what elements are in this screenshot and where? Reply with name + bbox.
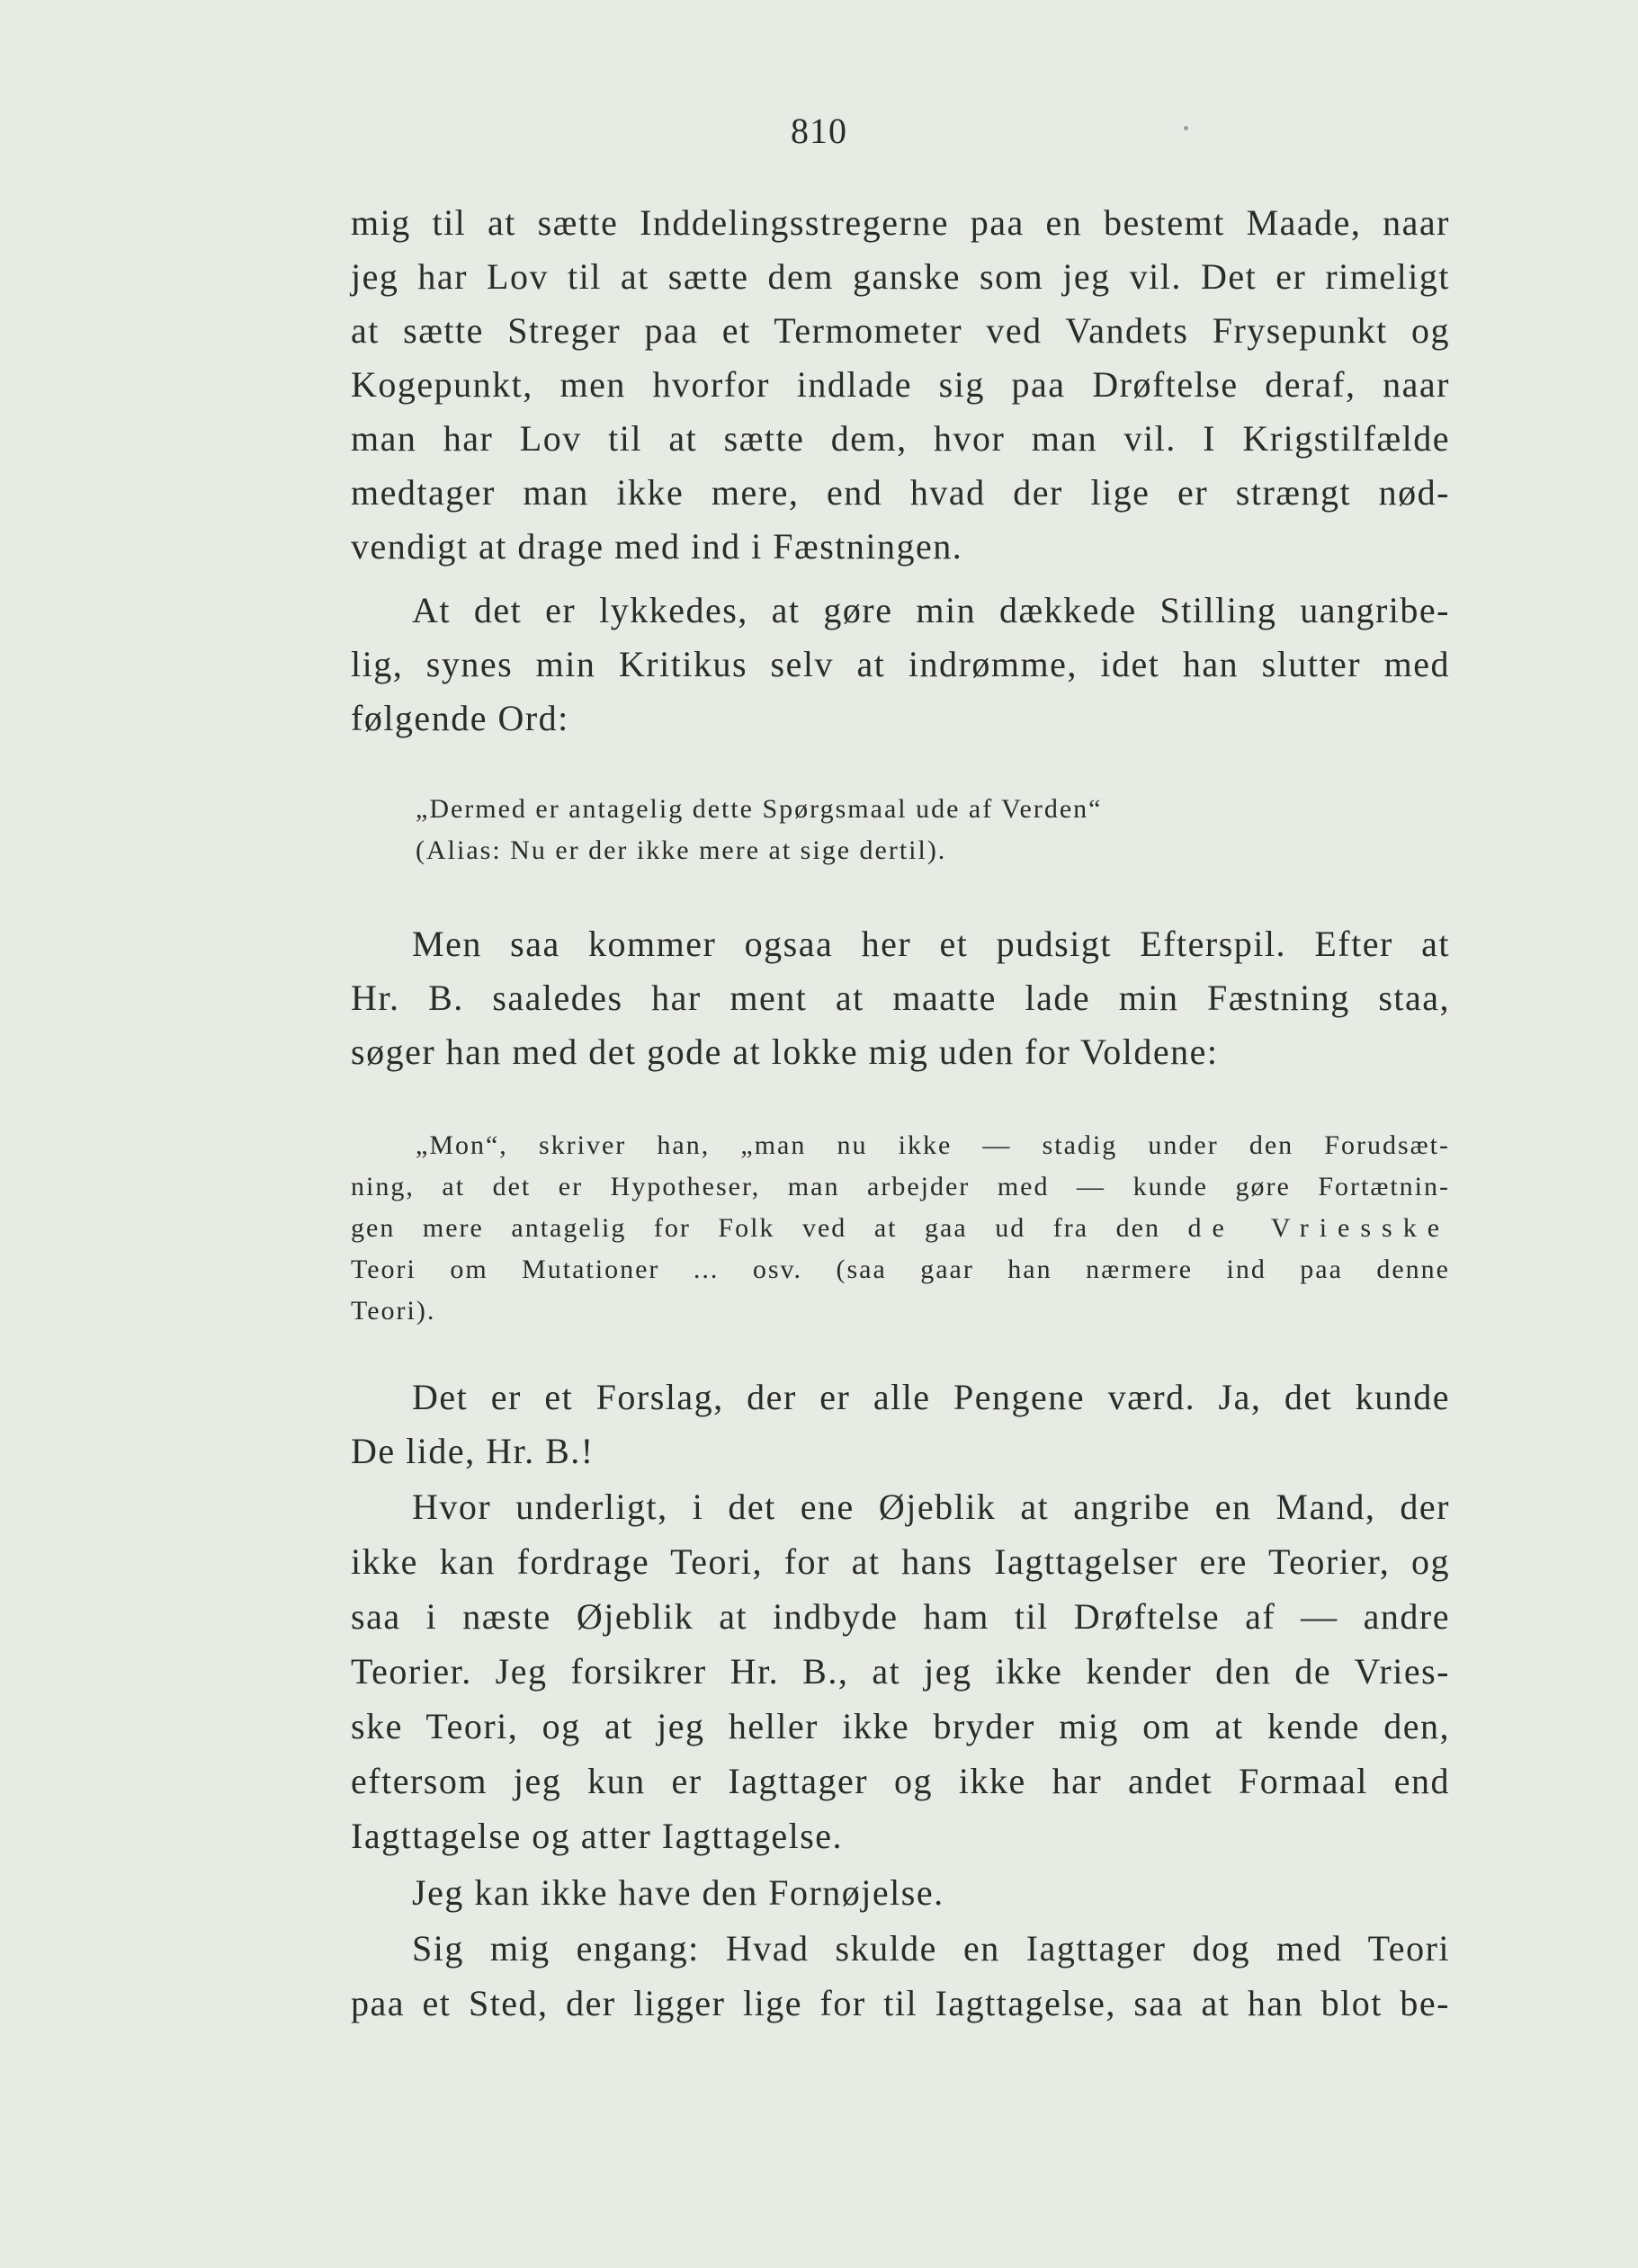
- spaced-name: de Vriesske: [1187, 1213, 1451, 1243]
- text-line: vendigt at drage med ind i Fæstningen.: [351, 526, 963, 567]
- quote-line: [351, 1210, 1450, 1246]
- quote-line: ning, at det er Hypotheser, man arbejder med — kunde gøre Fortætnin-: [351, 1172, 1450, 1201]
- text-line: saa i næste Øjeblik at indbyde ham til Drøftelse af — andre: [351, 1596, 1450, 1637]
- text-line: eftersom jeg kun er Iagttager og ikke har andet Formaal end: [351, 1761, 1450, 1801]
- text-line: At det er lykkedes, at gøre min dækkede Stilling uangribe-: [412, 590, 1450, 630]
- quote-line: Teori).: [351, 1296, 436, 1326]
- text-line: Iagttagelse og atter Iagttagelse.: [351, 1816, 844, 1856]
- text-line: medtager man ikke mere, end hvad der lige er strængt nød-: [351, 472, 1450, 513]
- text-line: følgende Ord:: [351, 698, 569, 738]
- text-line: ikke kan fordrage Teori, for at hans Iagttagelser ere Teorier, og: [351, 1541, 1450, 1582]
- text-line: Teorier. Jeg forsikrer Hr. B., at jeg ikke kender den de Vries-: [351, 1651, 1450, 1692]
- text-line: søger han med det gode at lokke mig uden for Voldene:: [351, 1031, 1219, 1072]
- quote-line: „Mon“, skriver han, „man nu ikke — stadig under den Forudsæt-: [416, 1130, 1450, 1160]
- text-line: at sætte Streger paa et Termometer ved Vandets Frysepunkt og: [351, 310, 1450, 351]
- text-line: Kogepunkt, men hvorfor indlade sig paa Drøftelse deraf, naar: [351, 364, 1450, 405]
- quote-line: Teori om Mutationer ... osv. (saa gaar han nærmere ind paa denne: [351, 1255, 1450, 1284]
- text-line: lig, synes min Kritikus selv at indrømme, idet han slutter med: [351, 644, 1450, 684]
- print-speck: [1184, 126, 1188, 130]
- text-line: Men saa kommer ogsaa her et pudsigt Efterspil. Efter at: [412, 924, 1450, 964]
- page-number: 810: [791, 111, 847, 151]
- text-line: De lide, Hr. B.!: [351, 1431, 595, 1471]
- quote-text: gen mere antagelig for Folk ved at gaa ud fra den: [351, 1213, 1160, 1243]
- text-line: Sig mig engang: Hvad skulde en Iagttager dog med Teori: [412, 1928, 1450, 1969]
- text-line: paa et Sted, der ligger lige for til Iagttagelse, saa at han blot be-: [351, 1983, 1450, 2023]
- quote-line: (Alias: Nu er der ikke mere at sige dertil).: [416, 835, 947, 865]
- text-line: man har Lov til at sætte dem, hvor man vil. I Krigstilfælde: [351, 418, 1450, 459]
- text-line: Hvor underligt, i det ene Øjeblik at angribe en Mand, der: [412, 1487, 1450, 1527]
- text-line: Det er et Forslag, der er alle Pengene værd. Ja, det kunde: [412, 1377, 1450, 1417]
- quote-line: „Dermed er antagelig dette Spørgsmaal ude af Verden“: [416, 794, 1103, 824]
- text-line: jeg har Lov til at sætte dem ganske som jeg vil. Det er rimeligt: [351, 256, 1450, 297]
- text-line: mig til at sætte Inddelingsstregerne paa en bestemt Maade, naar: [351, 202, 1450, 243]
- text-line: ske Teori, og at jeg heller ikke bryder mig om at kende den,: [351, 1706, 1450, 1746]
- text-line: Hr. B. saaledes har ment at maatte lade min Fæstning staa,: [351, 978, 1450, 1018]
- text-line: Jeg kan ikke have den Fornøjelse.: [412, 1872, 944, 1913]
